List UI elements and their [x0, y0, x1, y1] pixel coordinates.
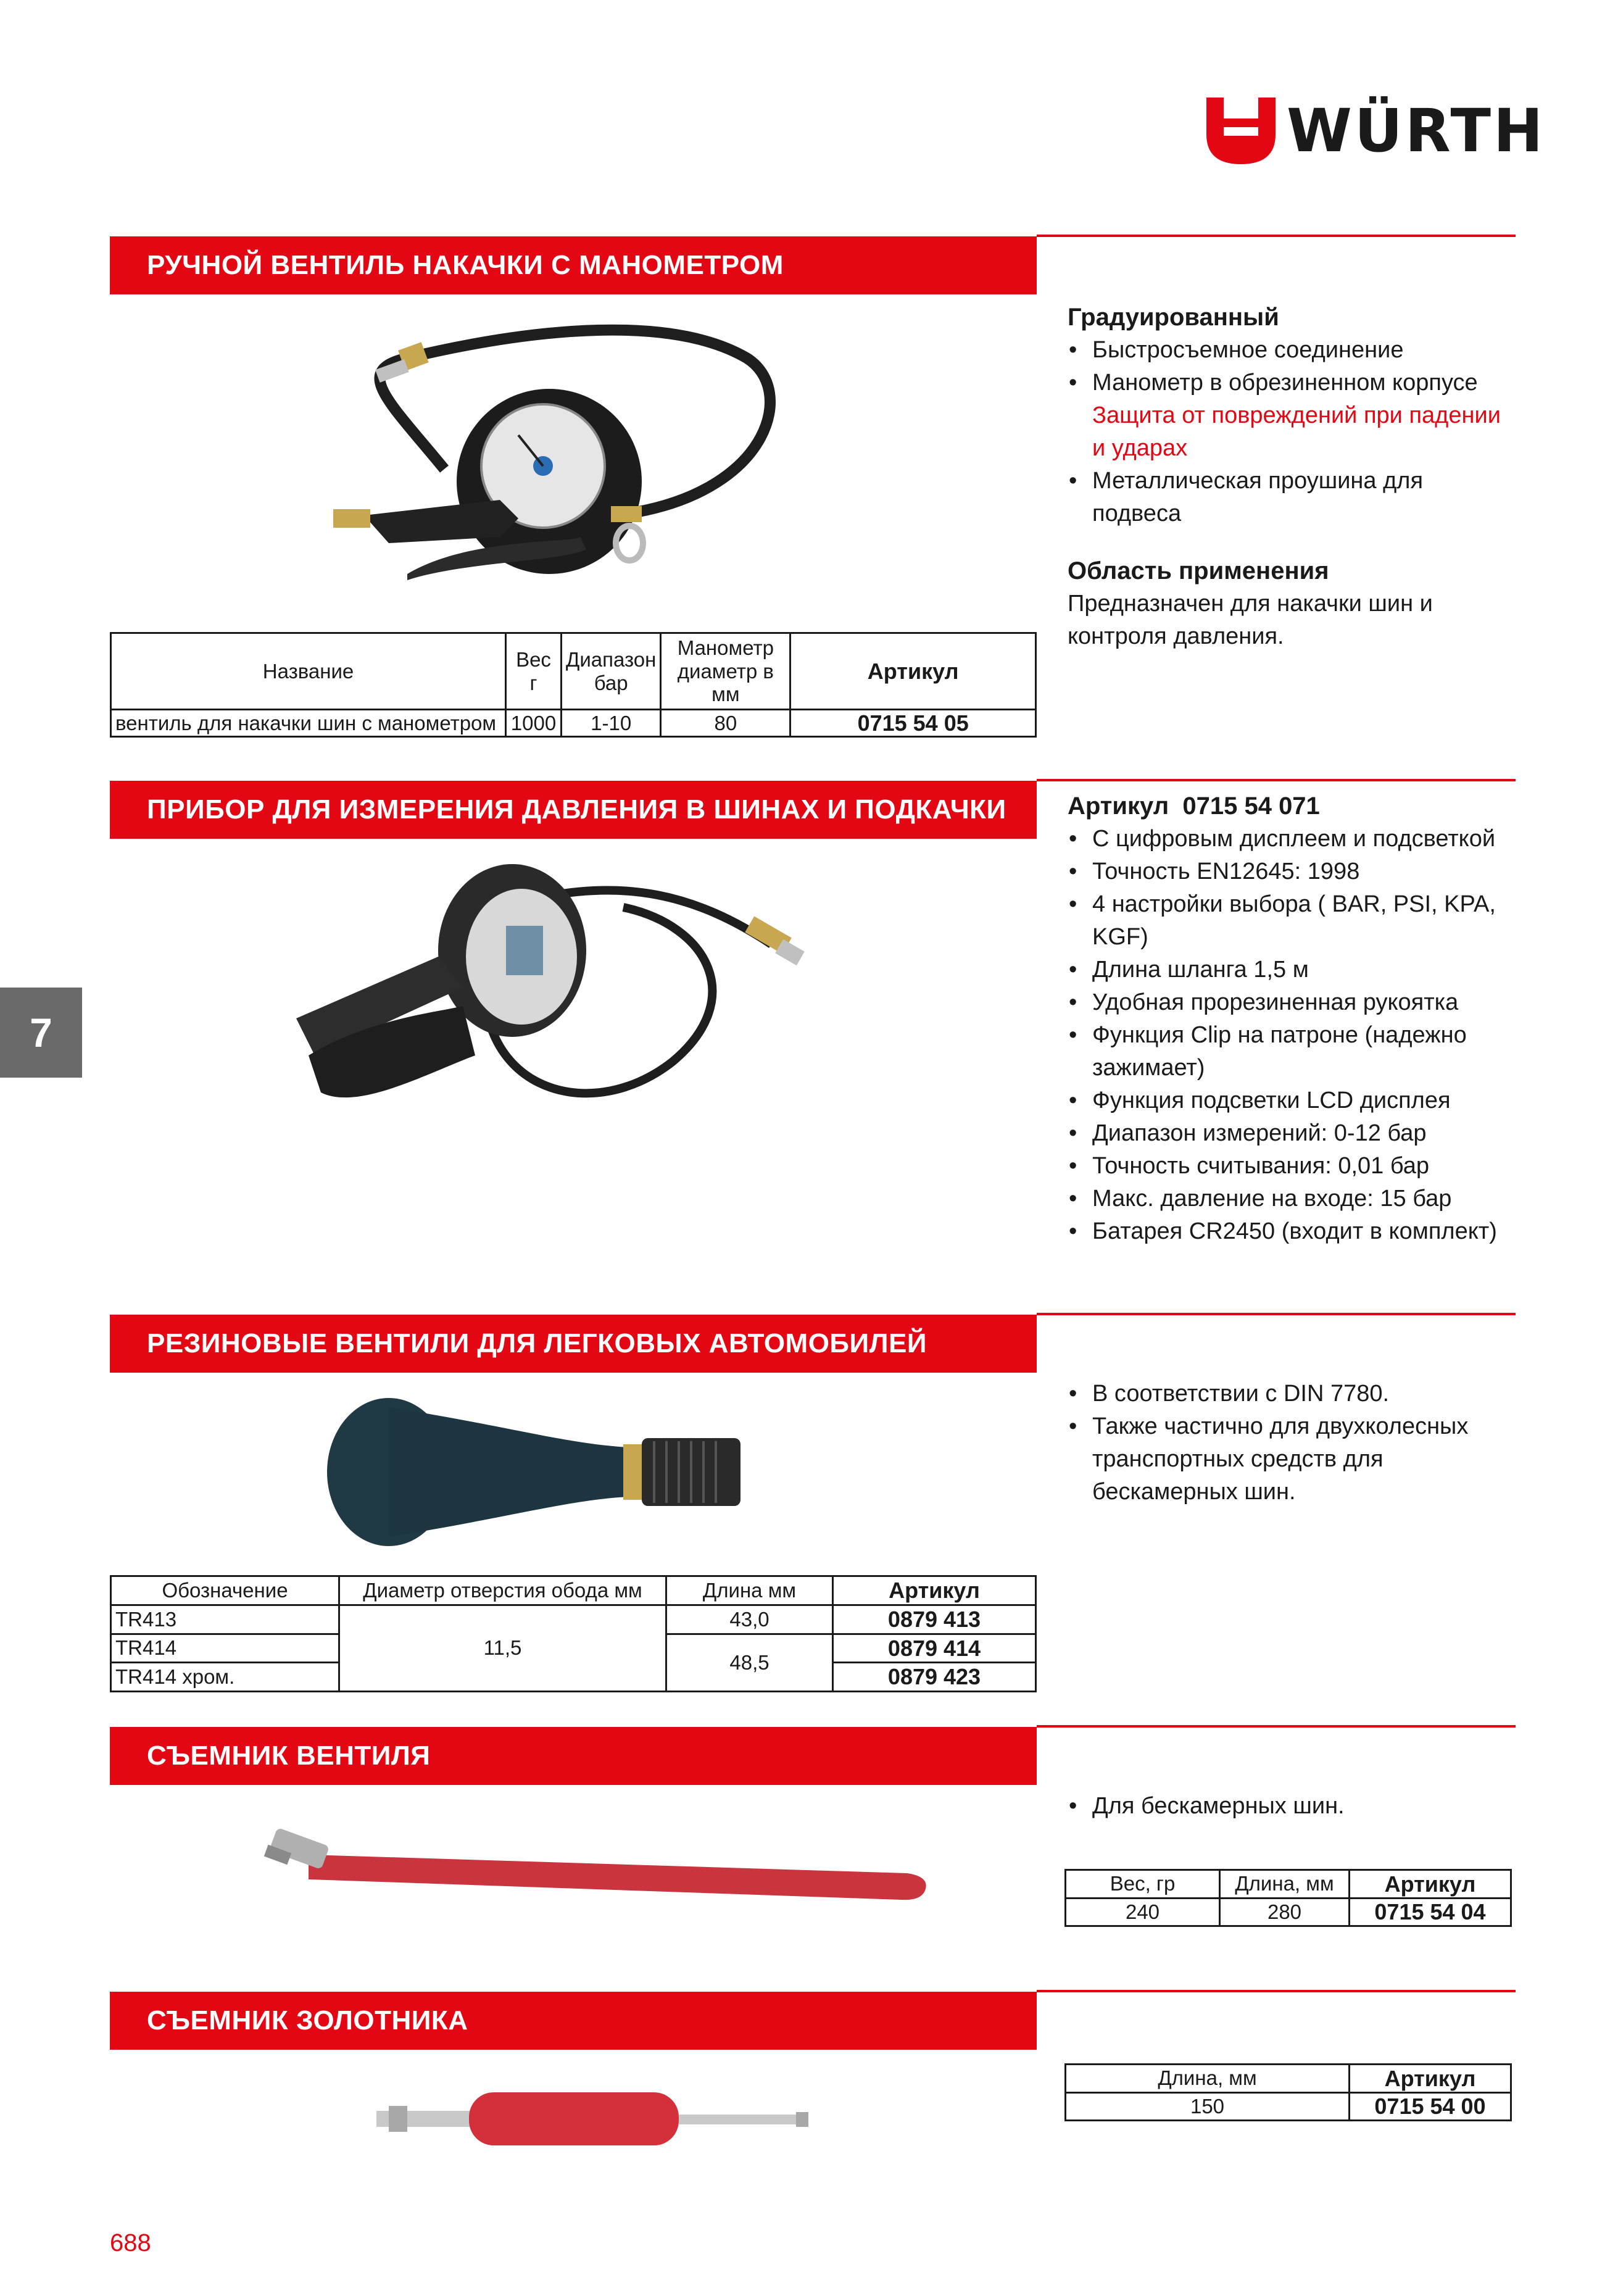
- col-header: Артикул: [1350, 2065, 1511, 2093]
- table-cell: 48,5: [666, 1634, 833, 1692]
- list-item: • Точность считывания: 0,01 бар: [1068, 1150, 1518, 1183]
- col-header: Манометр диаметр в мм: [661, 633, 790, 710]
- list-item: • Батарея CR2450 (входит в комплект): [1068, 1215, 1518, 1248]
- col-header: Длина, мм: [1220, 1870, 1350, 1899]
- rubber-valves-table: [110, 1575, 1037, 1692]
- list-item: • 4 настройки выбора ( BAR, PSI, KPA, KGF): [1068, 888, 1518, 954]
- table-row: [111, 710, 1036, 737]
- inflator-description: [1068, 301, 1518, 653]
- article-number: 0715 54 00: [1350, 2092, 1511, 2121]
- rubber-valve-photo: [321, 1389, 765, 1555]
- col-header: Диаметр отверстия обода мм: [339, 1576, 666, 1605]
- table-cell: 43,0: [666, 1605, 833, 1634]
- inflator-heading: Градуированный: [1068, 304, 1279, 331]
- col-header: Обозначение: [111, 1576, 339, 1605]
- valve-puller-photo: [259, 1827, 938, 1920]
- brand-name: WÜRTH: [1287, 96, 1546, 165]
- list-item: • Макс. давление на входе: 15 бар: [1068, 1183, 1518, 1215]
- section-title-rubber-valves: РЕЗИНОВЫЕ ВЕНТИЛИ ДЛЯ ЛЕГКОВЫХ АВТОМОБИЛЕЙ: [110, 1315, 1037, 1373]
- article-number: 0715 54 04: [1350, 1898, 1511, 1926]
- core-remover-table: [1064, 2063, 1512, 2121]
- list-item: • Функция подсветки LCD дисплея: [1068, 1084, 1518, 1117]
- inflator-table: [110, 632, 1037, 738]
- digital-gauge-description: [1068, 790, 1518, 1248]
- table-row: [1066, 1898, 1511, 1926]
- col-header: Артикул: [833, 1576, 1036, 1605]
- section-title-digital-gauge: ПРИБОР ДЛЯ ИЗМЕРЕНИЯ ДАВЛЕНИЯ В ШИНАХ И ПОДКАЧКИ: [110, 781, 1037, 839]
- col-header: Вес г: [506, 633, 562, 710]
- list-item: • Длина шланга 1,5 м: [1068, 954, 1518, 986]
- red-note: Защита от повреждений при падении и ударах: [1092, 402, 1501, 461]
- rubber-valves-description: [1068, 1378, 1518, 1508]
- col-header: Диапазон бар: [562, 633, 661, 710]
- table-cell: 280: [1220, 1898, 1350, 1926]
- list-item: • Быстросъемное соединение: [1068, 334, 1518, 367]
- wurth-logo-icon: [1206, 98, 1276, 164]
- table-cell: 1-10: [562, 710, 661, 737]
- table-cell: 11,5: [339, 1605, 666, 1691]
- list-item: • В соответствии с DIN 7780.: [1068, 1378, 1518, 1410]
- core-remover-photo: [370, 2080, 827, 2160]
- section-rule: [1037, 779, 1516, 781]
- table-cell: 80: [661, 710, 790, 737]
- article-number: 0715 54 05: [790, 710, 1036, 737]
- col-header: Название: [111, 633, 506, 710]
- wurth-logo: [1206, 96, 1546, 165]
- table-cell: 150: [1066, 2092, 1350, 2121]
- valve-puller-description: [1068, 1790, 1518, 1823]
- inflator-photo: [315, 302, 796, 611]
- col-header: Длина, мм: [1066, 2065, 1350, 2093]
- digital-gauge-photo: [278, 852, 821, 1160]
- list-item: • Также частично для двухколесных транспортных средств для бескамерных шин.: [1068, 1410, 1518, 1508]
- table-cell: 240: [1066, 1898, 1220, 1926]
- section-rule: [1037, 235, 1516, 237]
- table-row: [1066, 2092, 1511, 2121]
- list-item: • Удобная прорезиненная рукоятка: [1068, 986, 1518, 1019]
- list-item: • Функция Clip на патроне (надежно зажимает): [1068, 1019, 1518, 1084]
- col-header: Длина мм: [666, 1576, 833, 1605]
- table-cell: 1000: [506, 710, 562, 737]
- table-cell: TR414: [111, 1634, 339, 1663]
- article-number: 0879 414: [833, 1634, 1036, 1663]
- article-number: 0879 423: [833, 1663, 1036, 1692]
- list-item: • Манометр в обрезиненном корпусе: [1068, 367, 1518, 399]
- usage-text: Предназначен для накачки шин и контроля давления.: [1068, 591, 1433, 649]
- section-rule: [1037, 1313, 1516, 1315]
- list-item: • С цифровым дисплеем и подсветкой: [1068, 823, 1518, 855]
- table-cell: TR414 хром.: [111, 1663, 339, 1692]
- table-cell: вентиль для накачки шин с манометром: [111, 710, 506, 737]
- article-number: 0715 54 071: [1182, 792, 1320, 820]
- col-header: Артикул: [790, 633, 1036, 710]
- col-header: Вес, гр: [1066, 1870, 1220, 1899]
- section-title-inflator: РУЧНОЙ ВЕНТИЛЬ НАКАЧКИ С МАНОМЕТРОМ: [110, 236, 1037, 294]
- chapter-tab: 7: [0, 988, 82, 1078]
- section-title-core-remover: СЪЕМНИК ЗОЛОТНИКА: [110, 1992, 1037, 2050]
- valve-puller-table: [1064, 1869, 1512, 1927]
- page-number: 688: [110, 2229, 151, 2256]
- list-item: • Точность EN12645: 1998: [1068, 855, 1518, 888]
- list-item: • Для бескамерных шин.: [1068, 1790, 1518, 1823]
- list-item: • Металлическая проушина для подвеса: [1068, 465, 1518, 530]
- table-row: [111, 1605, 1036, 1634]
- article-label: Артикул: [1068, 792, 1169, 820]
- section-rule: [1037, 1725, 1516, 1728]
- section-rule: [1037, 1990, 1516, 1992]
- article-number: 0879 413: [833, 1605, 1036, 1634]
- usage-heading: Область применения: [1068, 557, 1329, 584]
- section-title-valve-puller: СЪЕМНИК ВЕНТИЛЯ: [110, 1727, 1037, 1785]
- list-item: • Диапазон измерений: 0-12 бар: [1068, 1117, 1518, 1150]
- col-header: Артикул: [1350, 1870, 1511, 1899]
- table-cell: TR413: [111, 1605, 339, 1634]
